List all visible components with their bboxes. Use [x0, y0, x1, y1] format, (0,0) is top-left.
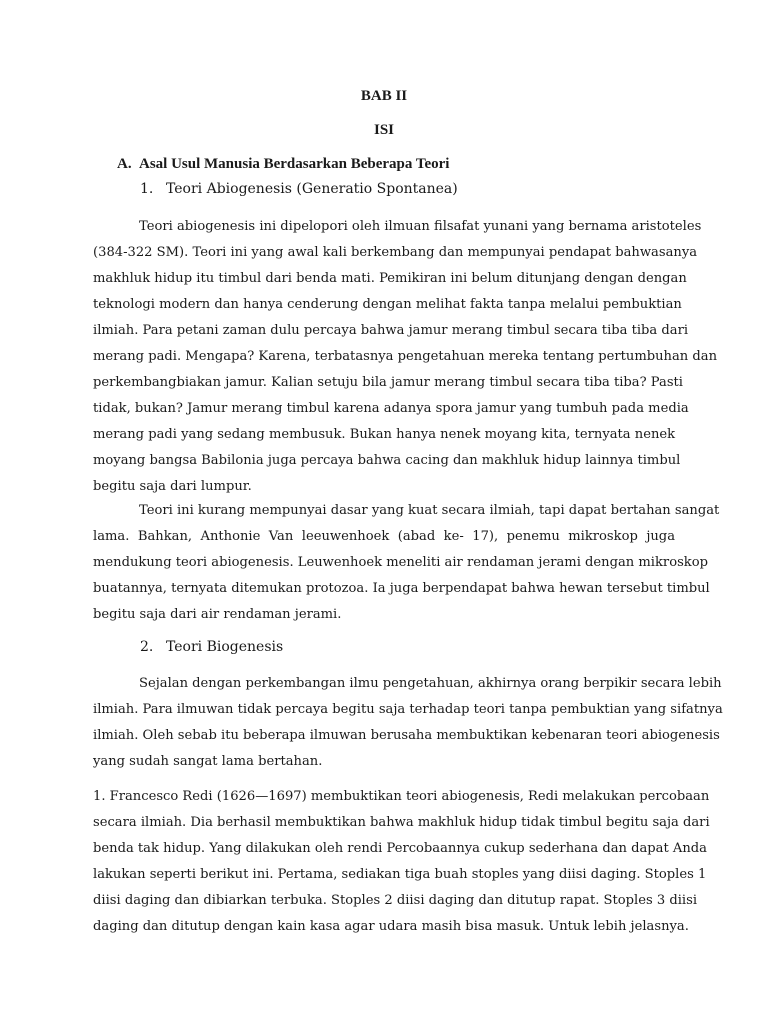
paragraph-line: begitu saja dari lumpur.: [93, 479, 252, 494]
paragraph-line: lakukan seperti berikut ini. Pertama, sediakan tiga buah stoples yang diisi daging. Stoples 1: [93, 867, 707, 882]
paragraph-line: makhluk hidup itu timbul dari benda mati. Pemikiran ini belum ditunjang dengan dengan: [93, 271, 687, 286]
paragraph-line: merang padi yang sedang membusuk. Bukan hanya nenek moyang kita, ternyata nenek: [93, 427, 676, 442]
subheading-number: 1.: [140, 181, 154, 197]
paragraph-line: benda tak hidup. Yang dilakukan oleh rendi Percobaannya cukup sederhana dan dapat Anda: [93, 841, 707, 856]
paragraph-line: secara ilmiah. Dia berhasil membuktikan bahwa makhluk hidup tidak timbul begitu saja dari: [93, 815, 710, 830]
paragraph-line: teknologi modern dan hanya cenderung dengan melihat fakta tanpa melalui pembuktian: [93, 297, 682, 312]
paragraph-line: Teori abiogenesis ini dipelopori oleh ilmuan filsafat yunani yang bernama aristoteles: [139, 219, 702, 234]
paragraph-line: begitu saja dari air rendaman jerami.: [93, 607, 342, 622]
section-title: Asal Usul Manusia Berdasarkan Beberapa Teori: [139, 156, 450, 172]
paragraph-line: mendukung teori abiogenesis. Leuwenhoek meneliti air rendaman jerami dengan mikroskop: [93, 555, 708, 570]
paragraph-line: Teori ini kurang mempunyai dasar yang kuat secara ilmiah, tapi dapat bertahan sangat: [139, 503, 720, 518]
paragraph-line: moyang bangsa Babilonia juga percaya bahwa cacing dan makhluk hidup lainnya timbul: [93, 453, 681, 468]
subheading-title: Teori Biogenesis: [166, 639, 284, 655]
paragraph-line: ilmiah. Para ilmuwan tidak percaya begitu saja terhadap teori tanpa pembuktian yang sifatnya: [93, 702, 723, 717]
section-letter: A.: [117, 156, 132, 172]
paragraph-line: ilmiah. Para petani zaman dulu percaya bahwa jamur merang timbul secara tiba tiba dari: [93, 323, 689, 338]
paragraph-line: yang sudah sangat lama bertahan.: [93, 754, 323, 769]
paragraph-line: 1. Francesco Redi (1626—1697) membuktikan teori abiogenesis, Redi melakukan percobaan: [93, 789, 710, 804]
chapter-heading: BAB II: [360, 88, 408, 104]
subheading-abiogenesis: [140, 181, 458, 197]
chapter-subheading: ISI: [373, 122, 395, 138]
paragraph-line: perkembangbiakan jamur. Kalian setuju bila jamur merang timbul secara tiba tiba? Pasti: [93, 375, 683, 390]
paragraph-line: (384-322 SM). Teori ini yang awal kali berkembang dan mempunyai pendapat bahwasanya: [93, 245, 698, 260]
paragraph-biogenesis-intro: [93, 671, 723, 775]
paragraph-line: diisi daging dan dibiarkan terbuka. Stoples 2 diisi daging dan ditutup rapat. Stoples 3 diisi: [93, 893, 698, 908]
paragraph-line: daging dan ditutup dengan kain kasa agar udara masih bisa masuk. Untuk lebih jelasnya.: [93, 919, 689, 934]
paragraph-abiogenesis-intro: [93, 214, 718, 500]
paragraph-abiogenesis-leeuwenhoek: [93, 498, 720, 628]
subheading-title: Teori Abiogenesis (Generatio Spontanea): [166, 181, 458, 197]
paragraph-line: merang padi. Mengapa? Karena, terbatasnya pengetahuan mereka tentang pertumbuhan dan: [93, 349, 718, 364]
paragraph-line: ilmiah. Oleh sebab itu beberapa ilmuwan berusaha membuktikan kebenaran teori abiogenesis: [93, 728, 720, 743]
paragraph-francesco-redi: [93, 784, 710, 940]
paragraph-line: lama. Bahkan, Anthonie Van leeuwenhoek (abad ke- 17), penemu mikroskop juga: [93, 529, 675, 544]
paragraph-line: Sejalan dengan perkembangan ilmu pengetahuan, akhirnya orang berpikir secara lebih: [139, 676, 722, 691]
subheading-number: 2.: [140, 639, 154, 655]
paragraph-line: buatannya, ternyata ditemukan protozoa. Ia juga berpendapat bahwa hewan tersebut timbul: [93, 581, 710, 596]
subheading-biogenesis: [140, 639, 283, 655]
paragraph-line: tidak, bukan? Jamur merang timbul karena adanya spora jamur yang tumbuh pada media: [93, 401, 689, 416]
section-a-heading: [117, 156, 449, 173]
